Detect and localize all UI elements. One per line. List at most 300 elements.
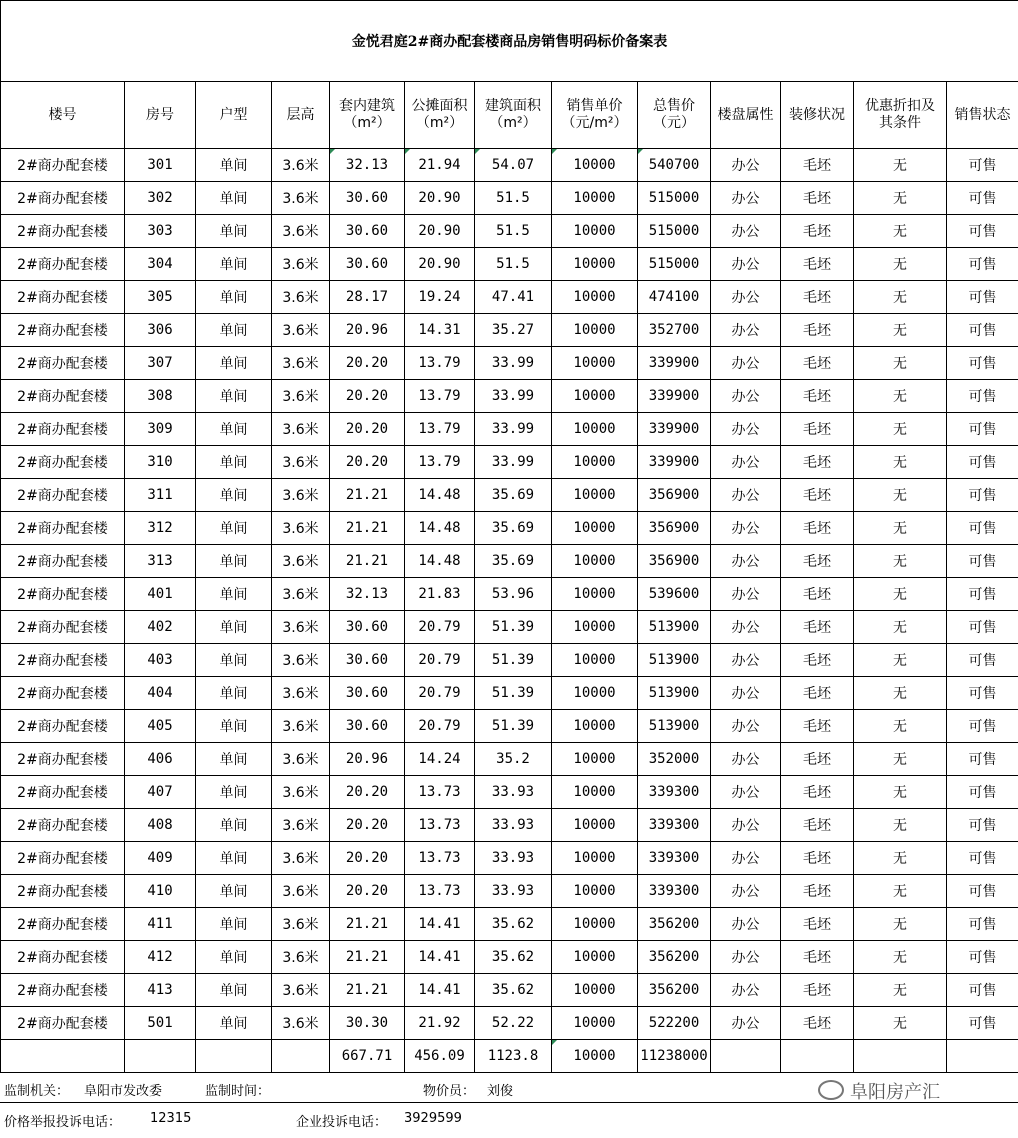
table-cell: 毛坯 bbox=[781, 182, 854, 215]
table-cell: 10000 bbox=[552, 776, 638, 809]
table-cell: 可售 bbox=[947, 215, 1018, 248]
table-cell: 可售 bbox=[947, 875, 1018, 908]
table-cell: 可售 bbox=[947, 776, 1018, 809]
table-cell: 10000 bbox=[552, 578, 638, 611]
table-cell: 2#商办配套楼 bbox=[1, 908, 125, 941]
table-cell: 毛坯 bbox=[781, 710, 854, 743]
table-cell: 356200 bbox=[638, 941, 711, 974]
table-row bbox=[1, 644, 1018, 677]
table-cell: 2#商办配套楼 bbox=[1, 281, 125, 314]
table-cell: 356200 bbox=[638, 908, 711, 941]
table-cell: 30.60 bbox=[330, 677, 405, 710]
column-header: 套内建筑 （m²） bbox=[330, 82, 405, 149]
table-cell: 30.60 bbox=[330, 215, 405, 248]
table-cell: 515000 bbox=[638, 182, 711, 215]
table-row bbox=[1, 512, 1018, 545]
table-cell: 33.93 bbox=[475, 875, 552, 908]
table-cell: 339900 bbox=[638, 347, 711, 380]
table-cell: 2#商办配套楼 bbox=[1, 974, 125, 1007]
total-cell bbox=[196, 1040, 272, 1073]
table-cell: 3.6米 bbox=[272, 413, 330, 446]
table-cell: 2#商办配套楼 bbox=[1, 182, 125, 215]
table-cell: 311 bbox=[125, 479, 196, 512]
table-cell: 办公 bbox=[711, 149, 781, 182]
table-cell: 19.24 bbox=[405, 281, 475, 314]
table-cell: 356900 bbox=[638, 545, 711, 578]
table-cell: 可售 bbox=[947, 578, 1018, 611]
table-cell: 可售 bbox=[947, 611, 1018, 644]
table-cell: 339900 bbox=[638, 380, 711, 413]
table-cell: 办公 bbox=[711, 512, 781, 545]
table-cell: 毛坯 bbox=[781, 974, 854, 1007]
table-cell: 51.39 bbox=[475, 611, 552, 644]
table-cell: 可售 bbox=[947, 908, 1018, 941]
table-cell: 可售 bbox=[947, 743, 1018, 776]
table-cell: 13.73 bbox=[405, 809, 475, 842]
table-cell: 3.6米 bbox=[272, 842, 330, 875]
company-phone-value: 3929599 bbox=[404, 1111, 462, 1126]
table-cell: 可售 bbox=[947, 974, 1018, 1007]
table-cell: 2#商办配套楼 bbox=[1, 248, 125, 281]
table-cell: 3.6米 bbox=[272, 545, 330, 578]
table-cell: 308 bbox=[125, 380, 196, 413]
table-cell: 毛坯 bbox=[781, 842, 854, 875]
table-cell: 339900 bbox=[638, 446, 711, 479]
table-cell: 356200 bbox=[638, 974, 711, 1007]
table-cell: 无 bbox=[854, 578, 947, 611]
table-cell: 513900 bbox=[638, 710, 711, 743]
table-cell: 20.20 bbox=[330, 347, 405, 380]
table-cell: 单间 bbox=[196, 512, 272, 545]
column-header: 销售单价 （元/m²） bbox=[552, 82, 638, 149]
report-phone-value: 12315 bbox=[150, 1111, 192, 1126]
table-cell: 10000 bbox=[552, 347, 638, 380]
table-cell: 无 bbox=[854, 380, 947, 413]
table-cell: 可售 bbox=[947, 941, 1018, 974]
table-cell: 单间 bbox=[196, 776, 272, 809]
table-cell: 20.79 bbox=[405, 710, 475, 743]
totals-row bbox=[1, 1040, 1018, 1073]
table-cell: 2#商办配套楼 bbox=[1, 446, 125, 479]
table-cell: 13.79 bbox=[405, 413, 475, 446]
table-cell: 10000 bbox=[552, 149, 638, 182]
table-cell: 单间 bbox=[196, 842, 272, 875]
table-cell: 10000 bbox=[552, 677, 638, 710]
table-row bbox=[1, 710, 1018, 743]
table-cell: 20.79 bbox=[405, 644, 475, 677]
table-row bbox=[1, 875, 1018, 908]
table-cell: 339300 bbox=[638, 776, 711, 809]
table-cell: 无 bbox=[854, 182, 947, 215]
table-cell: 单间 bbox=[196, 182, 272, 215]
table-cell: 13.73 bbox=[405, 875, 475, 908]
table-cell: 2#商办配套楼 bbox=[1, 1007, 125, 1040]
table-cell: 3.6米 bbox=[272, 677, 330, 710]
table-cell: 毛坯 bbox=[781, 446, 854, 479]
table-cell: 302 bbox=[125, 182, 196, 215]
table-cell: 35.69 bbox=[475, 545, 552, 578]
table-cell: 306 bbox=[125, 314, 196, 347]
table-cell: 可售 bbox=[947, 182, 1018, 215]
table-cell: 可售 bbox=[947, 479, 1018, 512]
table-cell: 307 bbox=[125, 347, 196, 380]
table-cell: 3.6米 bbox=[272, 875, 330, 908]
table-cell: 2#商办配套楼 bbox=[1, 545, 125, 578]
table-cell: 51.39 bbox=[475, 644, 552, 677]
table-cell: 408 bbox=[125, 809, 196, 842]
table-cell: 33.93 bbox=[475, 842, 552, 875]
table-cell: 单间 bbox=[196, 941, 272, 974]
table-cell: 无 bbox=[854, 215, 947, 248]
table-cell: 单间 bbox=[196, 578, 272, 611]
table-cell: 2#商办配套楼 bbox=[1, 875, 125, 908]
table-cell: 办公 bbox=[711, 248, 781, 281]
column-header: 总售价 （元） bbox=[638, 82, 711, 149]
table-cell: 33.93 bbox=[475, 809, 552, 842]
table-cell: 14.41 bbox=[405, 908, 475, 941]
table-cell: 21.94 bbox=[405, 149, 475, 182]
table-cell: 无 bbox=[854, 413, 947, 446]
report-phone-label: 价格举报投诉电话： bbox=[4, 1115, 122, 1130]
table-cell: 10000 bbox=[552, 611, 638, 644]
table-cell: 54.07 bbox=[475, 149, 552, 182]
table-cell: 3.6米 bbox=[272, 479, 330, 512]
table-cell: 35.69 bbox=[475, 479, 552, 512]
table-cell: 10000 bbox=[552, 215, 638, 248]
table-cell: 10000 bbox=[552, 545, 638, 578]
table-cell: 2#商办配套楼 bbox=[1, 842, 125, 875]
table-cell: 10000 bbox=[552, 941, 638, 974]
table-cell: 2#商办配套楼 bbox=[1, 710, 125, 743]
table-cell: 无 bbox=[854, 479, 947, 512]
table-row bbox=[1, 611, 1018, 644]
table-cell: 35.62 bbox=[475, 974, 552, 1007]
table-cell: 办公 bbox=[711, 710, 781, 743]
total-cell bbox=[1, 1040, 125, 1073]
table-cell: 2#商办配套楼 bbox=[1, 743, 125, 776]
table-cell: 2#商办配套楼 bbox=[1, 644, 125, 677]
table-cell: 单间 bbox=[196, 611, 272, 644]
table-cell: 办公 bbox=[711, 974, 781, 1007]
table-cell: 办公 bbox=[711, 479, 781, 512]
total-cell bbox=[711, 1040, 781, 1073]
table-cell: 无 bbox=[854, 248, 947, 281]
table-cell: 单间 bbox=[196, 281, 272, 314]
table-cell: 办公 bbox=[711, 908, 781, 941]
table-cell: 3.6米 bbox=[272, 182, 330, 215]
table-cell: 无 bbox=[854, 545, 947, 578]
table-cell: 无 bbox=[854, 710, 947, 743]
table-cell: 30.60 bbox=[330, 611, 405, 644]
table-cell: 2#商办配套楼 bbox=[1, 809, 125, 842]
table-cell: 413 bbox=[125, 974, 196, 1007]
table-row bbox=[1, 314, 1018, 347]
table-cell: 522200 bbox=[638, 1007, 711, 1040]
price-officer-label: 物价员： bbox=[423, 1084, 476, 1099]
table-cell: 无 bbox=[854, 974, 947, 1007]
table-cell: 20.96 bbox=[330, 743, 405, 776]
table-cell: 办公 bbox=[711, 413, 781, 446]
table-cell: 21.21 bbox=[330, 908, 405, 941]
table-cell: 33.93 bbox=[475, 776, 552, 809]
table-cell: 30.60 bbox=[330, 248, 405, 281]
table-cell: 403 bbox=[125, 644, 196, 677]
table-cell: 313 bbox=[125, 545, 196, 578]
table-cell: 33.99 bbox=[475, 380, 552, 413]
table-cell: 可售 bbox=[947, 380, 1018, 413]
table-cell: 513900 bbox=[638, 644, 711, 677]
table-cell: 10000 bbox=[552, 809, 638, 842]
table-cell: 2#商办配套楼 bbox=[1, 380, 125, 413]
supervisor-label: 监制机关： bbox=[4, 1084, 70, 1099]
table-row bbox=[1, 842, 1018, 875]
table-cell: 30.30 bbox=[330, 1007, 405, 1040]
table-cell: 10000 bbox=[552, 380, 638, 413]
table-cell: 14.31 bbox=[405, 314, 475, 347]
table-cell: 单间 bbox=[196, 545, 272, 578]
table-cell: 无 bbox=[854, 908, 947, 941]
table-cell: 办公 bbox=[711, 182, 781, 215]
table-cell: 毛坯 bbox=[781, 149, 854, 182]
table-cell: 2#商办配套楼 bbox=[1, 149, 125, 182]
table-cell: 3.6米 bbox=[272, 215, 330, 248]
table-cell: 339300 bbox=[638, 875, 711, 908]
table-cell: 30.60 bbox=[330, 182, 405, 215]
table-cell: 办公 bbox=[711, 644, 781, 677]
table-cell: 无 bbox=[854, 314, 947, 347]
table-row bbox=[1, 776, 1018, 809]
table-cell: 无 bbox=[854, 875, 947, 908]
table-cell: 可售 bbox=[947, 347, 1018, 380]
table-cell: 20.20 bbox=[330, 809, 405, 842]
table-cell: 35.27 bbox=[475, 314, 552, 347]
table-cell: 办公 bbox=[711, 875, 781, 908]
table-cell: 20.20 bbox=[330, 446, 405, 479]
table-row bbox=[1, 809, 1018, 842]
supervisor-value: 阜阳市发改委 bbox=[84, 1084, 163, 1099]
table-cell: 毛坯 bbox=[781, 875, 854, 908]
table-cell: 可售 bbox=[947, 545, 1018, 578]
table-row bbox=[1, 941, 1018, 974]
table-cell: 3.6米 bbox=[272, 380, 330, 413]
table-cell: 毛坯 bbox=[781, 809, 854, 842]
table-cell: 405 bbox=[125, 710, 196, 743]
table-cell: 10000 bbox=[552, 413, 638, 446]
column-header: 销售状态 bbox=[947, 82, 1018, 149]
table-row bbox=[1, 413, 1018, 446]
total-cell: 456.09 bbox=[405, 1040, 475, 1073]
table-cell: 20.90 bbox=[405, 182, 475, 215]
watermark bbox=[818, 1078, 940, 1104]
table-cell: 13.73 bbox=[405, 842, 475, 875]
table-cell: 515000 bbox=[638, 248, 711, 281]
table-cell: 35.69 bbox=[475, 512, 552, 545]
table-cell: 办公 bbox=[711, 380, 781, 413]
table-row bbox=[1, 743, 1018, 776]
table-cell: 可售 bbox=[947, 281, 1018, 314]
table-cell: 515000 bbox=[638, 215, 711, 248]
table-cell: 办公 bbox=[711, 743, 781, 776]
table-cell: 412 bbox=[125, 941, 196, 974]
table-cell: 513900 bbox=[638, 677, 711, 710]
table-cell: 毛坯 bbox=[781, 479, 854, 512]
table-cell: 310 bbox=[125, 446, 196, 479]
table-cell: 毛坯 bbox=[781, 347, 854, 380]
table-cell: 可售 bbox=[947, 413, 1018, 446]
table-cell: 513900 bbox=[638, 611, 711, 644]
table-cell: 毛坯 bbox=[781, 314, 854, 347]
table-cell: 20.79 bbox=[405, 611, 475, 644]
table-cell: 毛坯 bbox=[781, 248, 854, 281]
table-cell: 411 bbox=[125, 908, 196, 941]
table-cell: 352700 bbox=[638, 314, 711, 347]
table-cell: 单间 bbox=[196, 809, 272, 842]
table-cell: 3.6米 bbox=[272, 611, 330, 644]
table-cell: 无 bbox=[854, 941, 947, 974]
table-cell: 单间 bbox=[196, 1007, 272, 1040]
table-cell: 可售 bbox=[947, 710, 1018, 743]
table-cell: 办公 bbox=[711, 677, 781, 710]
table-cell: 办公 bbox=[711, 578, 781, 611]
table-cell: 办公 bbox=[711, 842, 781, 875]
table-cell: 办公 bbox=[711, 611, 781, 644]
table-cell: 14.41 bbox=[405, 974, 475, 1007]
page-title: 金悦君庭2#商办配套楼商品房销售明码标价备案表 bbox=[1, 1, 1018, 82]
table-cell: 毛坯 bbox=[781, 611, 854, 644]
table-cell: 单间 bbox=[196, 347, 272, 380]
table-cell: 单间 bbox=[196, 743, 272, 776]
table-cell: 3.6米 bbox=[272, 974, 330, 1007]
table-cell: 3.6米 bbox=[272, 743, 330, 776]
table-cell: 33.99 bbox=[475, 446, 552, 479]
company-phone-label: 企业投诉电话： bbox=[296, 1115, 388, 1130]
table-cell: 3.6米 bbox=[272, 776, 330, 809]
table-cell: 2#商办配套楼 bbox=[1, 578, 125, 611]
table-cell: 可售 bbox=[947, 644, 1018, 677]
table-cell: 无 bbox=[854, 644, 947, 677]
table-cell: 21.83 bbox=[405, 578, 475, 611]
table-row bbox=[1, 182, 1018, 215]
table-cell: 356900 bbox=[638, 479, 711, 512]
table-cell: 无 bbox=[854, 446, 947, 479]
table-cell: 10000 bbox=[552, 182, 638, 215]
table-cell: 单间 bbox=[196, 875, 272, 908]
table-cell: 10000 bbox=[552, 1007, 638, 1040]
table-cell: 10000 bbox=[552, 281, 638, 314]
table-cell: 339900 bbox=[638, 413, 711, 446]
column-header: 楼号 bbox=[1, 82, 125, 149]
total-cell bbox=[854, 1040, 947, 1073]
supervise-time-label: 监制时间： bbox=[205, 1084, 271, 1099]
total-cell: 10000 bbox=[552, 1040, 638, 1073]
table-cell: 10000 bbox=[552, 512, 638, 545]
table-cell: 无 bbox=[854, 281, 947, 314]
table-cell: 可售 bbox=[947, 314, 1018, 347]
table-row bbox=[1, 479, 1018, 512]
table-cell: 10000 bbox=[552, 248, 638, 281]
column-header: 楼盘属性 bbox=[711, 82, 781, 149]
table-cell: 52.22 bbox=[475, 1007, 552, 1040]
total-cell bbox=[125, 1040, 196, 1073]
table-row bbox=[1, 545, 1018, 578]
table-cell: 20.20 bbox=[330, 413, 405, 446]
table-cell: 14.48 bbox=[405, 545, 475, 578]
total-cell bbox=[272, 1040, 330, 1073]
table-cell: 无 bbox=[854, 677, 947, 710]
table-row bbox=[1, 281, 1018, 314]
table-cell: 3.6米 bbox=[272, 446, 330, 479]
table-cell: 办公 bbox=[711, 446, 781, 479]
table-cell: 办公 bbox=[711, 314, 781, 347]
table-cell: 3.6米 bbox=[272, 941, 330, 974]
table-cell: 540700 bbox=[638, 149, 711, 182]
table-cell: 办公 bbox=[711, 809, 781, 842]
total-cell: 11238000 bbox=[638, 1040, 711, 1073]
table-cell: 单间 bbox=[196, 413, 272, 446]
table-cell: 309 bbox=[125, 413, 196, 446]
table-cell: 3.6米 bbox=[272, 512, 330, 545]
total-cell: 1123.8 bbox=[475, 1040, 552, 1073]
table-row bbox=[1, 215, 1018, 248]
table-cell: 407 bbox=[125, 776, 196, 809]
table-cell: 毛坯 bbox=[781, 578, 854, 611]
table-cell: 21.21 bbox=[330, 479, 405, 512]
table-cell: 21.21 bbox=[330, 512, 405, 545]
table-cell: 单间 bbox=[196, 248, 272, 281]
table-cell: 单间 bbox=[196, 974, 272, 1007]
table-cell: 2#商办配套楼 bbox=[1, 512, 125, 545]
table-cell: 539600 bbox=[638, 578, 711, 611]
table-cell: 2#商办配套楼 bbox=[1, 413, 125, 446]
table-cell: 51.5 bbox=[475, 182, 552, 215]
table-cell: 21.92 bbox=[405, 1007, 475, 1040]
table-cell: 14.48 bbox=[405, 479, 475, 512]
table-cell: 单间 bbox=[196, 446, 272, 479]
table-cell: 3.6米 bbox=[272, 578, 330, 611]
table-cell: 毛坯 bbox=[781, 1007, 854, 1040]
table-cell: 305 bbox=[125, 281, 196, 314]
table-cell: 毛坯 bbox=[781, 941, 854, 974]
table-cell: 33.99 bbox=[475, 413, 552, 446]
table-cell: 35.62 bbox=[475, 941, 552, 974]
column-header: 建筑面积 （m²） bbox=[475, 82, 552, 149]
table-cell: 21.21 bbox=[330, 941, 405, 974]
table-cell: 304 bbox=[125, 248, 196, 281]
table-cell: 303 bbox=[125, 215, 196, 248]
table-row bbox=[1, 380, 1018, 413]
table-cell: 办公 bbox=[711, 281, 781, 314]
column-header: 公摊面积 （m²） bbox=[405, 82, 475, 149]
table-cell: 51.5 bbox=[475, 215, 552, 248]
table-row bbox=[1, 1007, 1018, 1040]
table-cell: 3.6米 bbox=[272, 809, 330, 842]
table-cell: 无 bbox=[854, 611, 947, 644]
table-cell: 301 bbox=[125, 149, 196, 182]
table-cell: 毛坯 bbox=[781, 908, 854, 941]
table-cell: 3.6米 bbox=[272, 710, 330, 743]
table-cell: 毛坯 bbox=[781, 776, 854, 809]
table-cell: 3.6米 bbox=[272, 347, 330, 380]
header-row bbox=[1, 82, 1018, 149]
table-cell: 办公 bbox=[711, 941, 781, 974]
table-cell: 13.79 bbox=[405, 446, 475, 479]
table-cell: 356900 bbox=[638, 512, 711, 545]
table-cell: 办公 bbox=[711, 347, 781, 380]
wechat-icon bbox=[818, 1080, 844, 1100]
table-cell: 无 bbox=[854, 809, 947, 842]
table-cell: 办公 bbox=[711, 1007, 781, 1040]
table-cell: 20.96 bbox=[330, 314, 405, 347]
